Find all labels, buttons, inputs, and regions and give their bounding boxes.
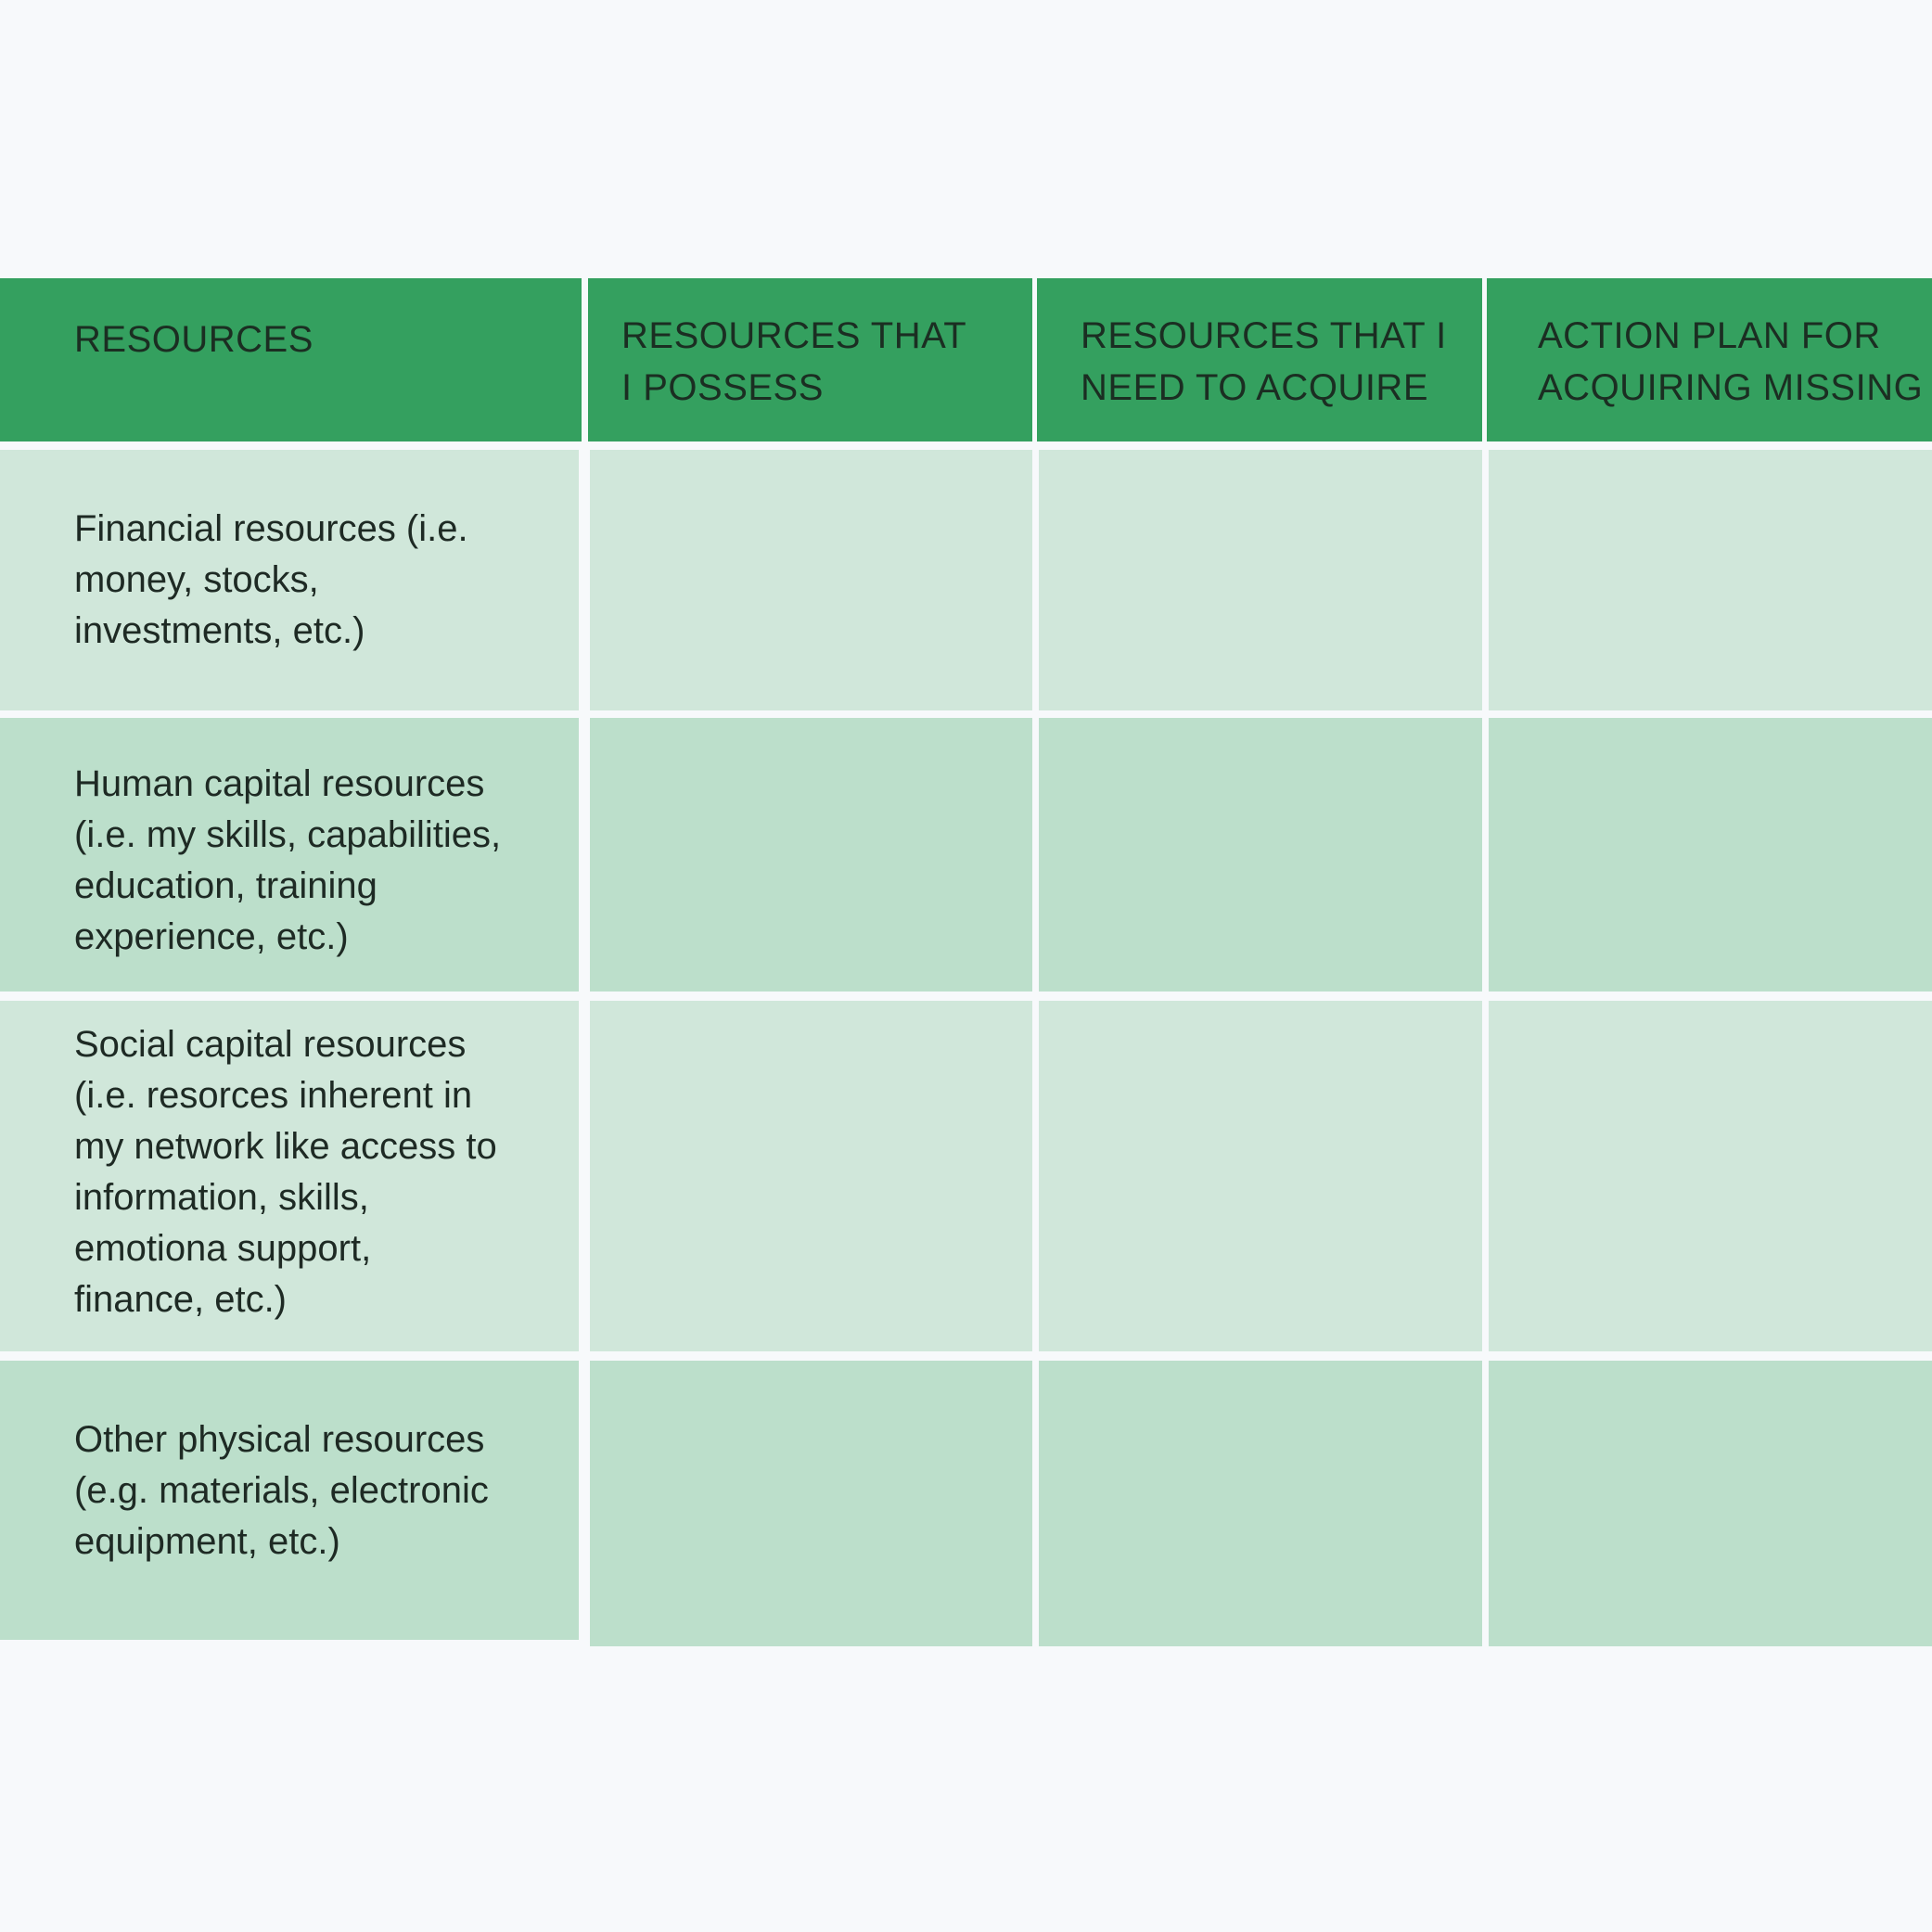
row-label-human-capital xyxy=(0,718,579,992)
input-cell-physical-action[interactable] xyxy=(1489,1361,1932,1646)
header-cell-need xyxy=(1037,278,1482,441)
label-line: education, training xyxy=(74,865,377,906)
label-line: (i.e. my skills, capabilities, xyxy=(74,814,502,855)
input-cell-human-need[interactable] xyxy=(1039,718,1482,992)
header-line: RESOURCES THAT I xyxy=(1081,315,1447,356)
input-cell-physical-need[interactable] xyxy=(1039,1361,1482,1646)
label-line: (e.g. materials, electronic xyxy=(74,1470,489,1511)
header-line: RESOURCES THAT xyxy=(621,315,967,356)
header-line: RESOURCES xyxy=(74,319,313,360)
input-cell-social-possess[interactable] xyxy=(590,1001,1032,1351)
label-line: investments, etc.) xyxy=(74,610,365,651)
label-line: Financial resources (i.e. xyxy=(74,508,468,549)
label-line: information, skills, xyxy=(74,1177,369,1218)
header-cell-resources xyxy=(0,278,582,441)
header-cell-possess xyxy=(588,278,1032,441)
label-line: money, stocks, xyxy=(74,559,319,600)
input-cell-financial-action[interactable] xyxy=(1489,450,1932,710)
header-line: I POSSESS xyxy=(621,367,824,408)
label-line: my network like access to xyxy=(74,1126,497,1167)
header-line: ACTION PLAN FOR xyxy=(1538,315,1881,356)
header-line: NEED TO ACQUIRE xyxy=(1081,367,1428,408)
label-line: Human capital resources xyxy=(74,763,485,804)
input-cell-human-action[interactable] xyxy=(1489,718,1932,992)
label-line: equipment, etc.) xyxy=(74,1521,340,1562)
label-line: Social capital resources xyxy=(74,1024,467,1065)
row-label-physical xyxy=(0,1361,579,1640)
input-cell-human-possess[interactable] xyxy=(590,718,1032,992)
label-line: (i.e. resorces inherent in xyxy=(74,1075,473,1116)
row-label-financial xyxy=(0,450,579,710)
header-line: ACQUIRING MISSING xyxy=(1538,367,1924,408)
input-cell-financial-need[interactable] xyxy=(1039,450,1482,710)
input-cell-social-action[interactable] xyxy=(1489,1001,1932,1351)
label-line: experience, etc.) xyxy=(74,916,349,957)
header-cell-action-plan xyxy=(1487,278,1932,441)
input-cell-physical-possess[interactable] xyxy=(590,1361,1032,1646)
label-line: finance, etc.) xyxy=(74,1279,288,1320)
input-cell-financial-possess[interactable] xyxy=(590,450,1032,710)
input-cell-social-need[interactable] xyxy=(1039,1001,1482,1351)
row-label-social-capital xyxy=(0,1001,579,1351)
label-line: Other physical resources xyxy=(74,1419,485,1460)
label-line: emotiona support, xyxy=(74,1228,372,1269)
